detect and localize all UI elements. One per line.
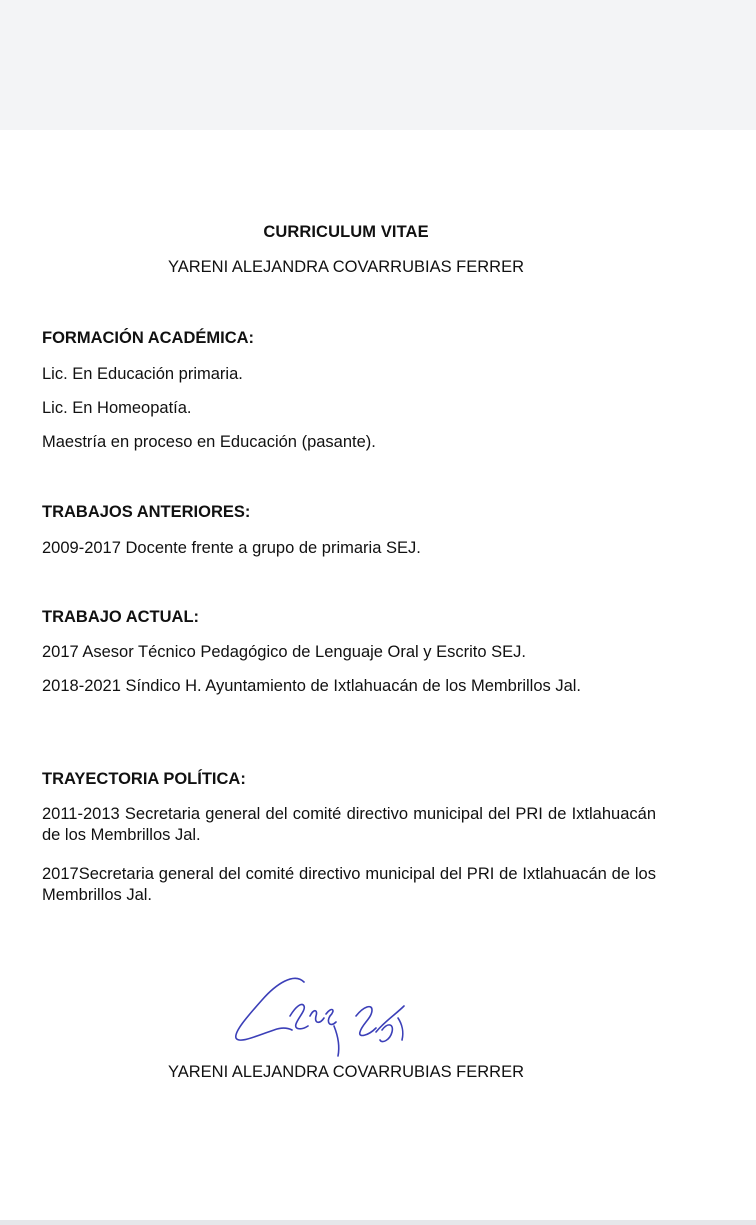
education-item: Lic. En Homeopatía.	[42, 399, 192, 417]
education-item: Lic. En Educación primaria.	[42, 365, 243, 383]
candidate-name: YARENI ALEJANDRA COVARRUBIAS FERRER	[167, 258, 525, 276]
bottom-margin-band	[0, 1220, 756, 1225]
current-job-item: 2018-2021 Síndico H. Ayuntamiento de Ixtlahuacán de los Membrillos Jal.	[42, 677, 582, 695]
document-title: CURRICULUM VITAE	[263, 223, 429, 241]
education-item: Maestría en proceso en Educación (pasante).	[42, 433, 376, 451]
political-item: 2017Secretaria general del comité directivo municipal del PRI de Ixtlahuacán de los Membrillos Jal.	[42, 865, 656, 904]
section-heading-trabajos-anteriores: TRABAJOS ANTERIORES:	[42, 503, 251, 521]
section-heading-formacion-academica: FORMACIÓN ACADÉMICA:	[42, 329, 255, 347]
section-heading-trayectoria-politica: TRAYECTORIA POLÍTICA:	[42, 770, 246, 788]
signer-name: YARENI ALEJANDRA COVARRUBIAS FERRER	[167, 1063, 525, 1081]
political-item: 2011-2013 Secretaria general del comité directivo municipal del PRI de Ixtlahuacán de los Membrillos Jal.	[42, 805, 656, 844]
top-margin-band	[0, 0, 756, 130]
handwritten-signature-icon	[226, 966, 426, 1061]
previous-job-item: 2009-2017 Docente frente a grupo de primaria SEJ.	[42, 539, 421, 557]
current-job-item: 2017 Asesor Técnico Pedagógico de Lenguaje Oral y Escrito SEJ.	[42, 643, 526, 661]
section-heading-trabajo-actual: TRABAJO ACTUAL:	[42, 608, 200, 626]
